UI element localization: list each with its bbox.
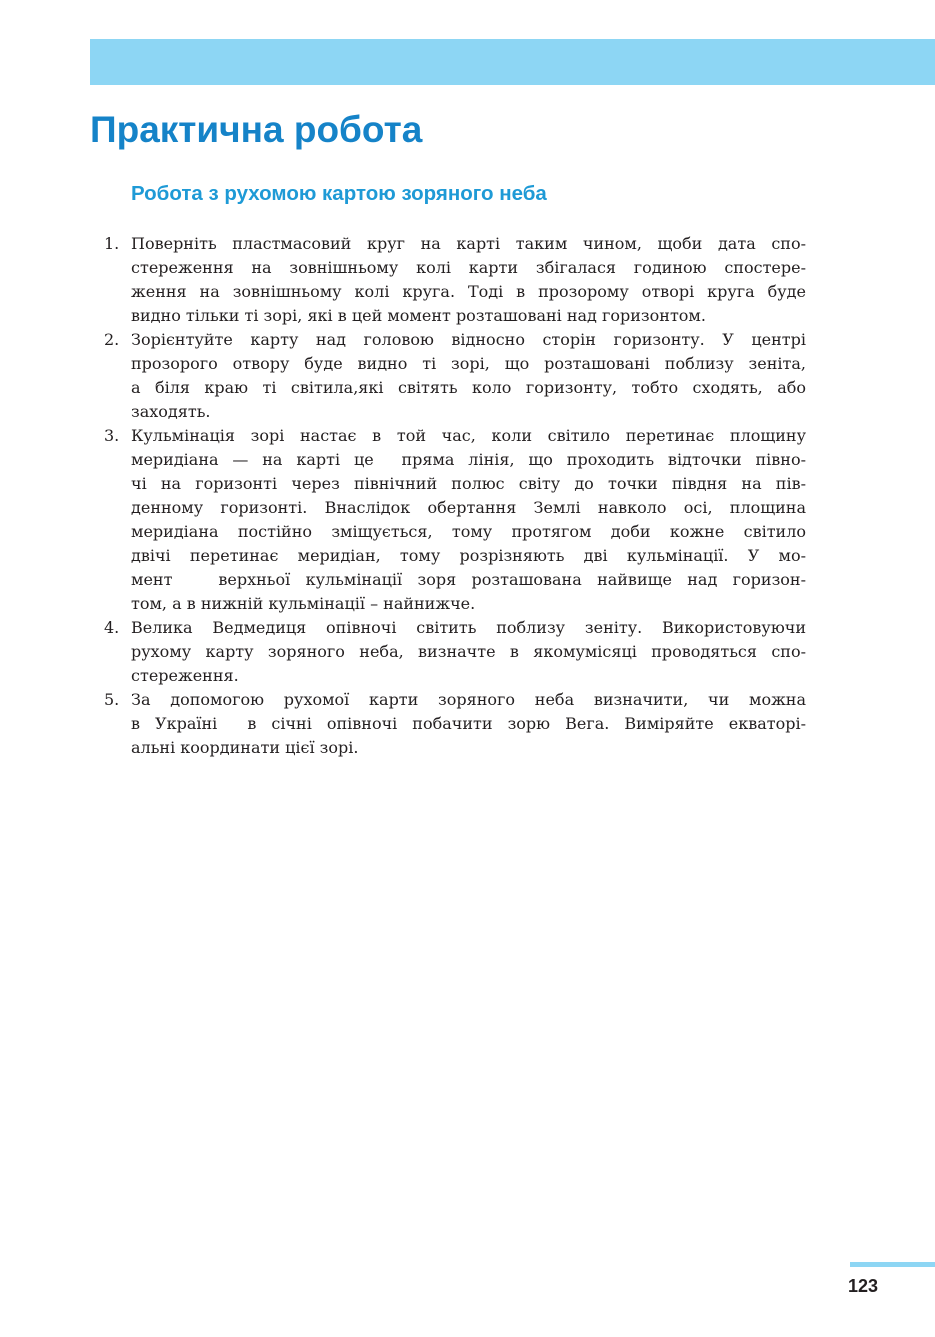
task-line: заходять. (131, 402, 211, 421)
task-item-2 (104, 328, 806, 424)
task-line: а біля краю ті світила,які світять коло горизонту, тобто сходять, або (131, 378, 806, 397)
section-subtitle: Робота з рухомою картою зоряного неба (131, 182, 547, 205)
task-line: в Україні в січні опівночі побачити зорю Вега. Виміряйте екваторі- (131, 714, 806, 733)
task-number: 4. (104, 618, 120, 637)
task-text (131, 232, 806, 328)
task-number: 3. (104, 426, 120, 445)
task-line: альні координати цієї зорі. (131, 738, 359, 757)
task-line: меридіана — на карті це пряма лінія, що проходить відточки півно- (131, 450, 806, 469)
task-line: мент верхньої кульмінації зоря розташована найвище над горизон- (131, 570, 806, 589)
task-line: том, а в нижній кульмінації – найнижче. (131, 594, 476, 613)
task-line: ження на зовнішньому колі круга. Тоді в прозорому отворі круга буде (131, 282, 806, 301)
task-line: Поверніть пластмасовий круг на карті таким чином, щоби дата спо- (131, 234, 806, 253)
task-item-3 (104, 424, 806, 616)
task-line: прозорого отвору буде видно ті зорі, що розташовані поблизу зеніта, (131, 354, 806, 373)
task-text (131, 616, 806, 688)
task-item-5 (104, 688, 806, 760)
footer-rule (850, 1262, 935, 1267)
task-line: меридіана постійно зміщується, тому протягом доби кожне світило (131, 522, 806, 541)
task-number: 5. (104, 690, 120, 709)
task-line: стереження. (131, 666, 239, 685)
task-line: За допомогою рухомої карти зоряного неба визначити, чи можна (131, 690, 806, 709)
task-line: рухому карту зоряного неба, визначте в якомумісяці проводяться спо- (131, 642, 806, 661)
task-line: Зорієнтуйте карту над головою відносно сторін горизонту. У центрі (131, 330, 806, 349)
task-item-1 (104, 232, 806, 328)
task-line: чі на горизонті через північний полюс світу до точки півдня на пів- (131, 474, 806, 493)
task-text (131, 424, 806, 616)
task-line: Велика Ведмедиця опівночі світить поблизу зеніту. Використовуючи (131, 618, 806, 637)
task-text (131, 328, 806, 424)
task-number: 1. (104, 234, 120, 253)
task-line: денному горизонті. Внаслідок обертання Землі навколо осі, площина (131, 498, 806, 517)
task-text (131, 688, 806, 760)
task-number: 2. (104, 330, 120, 349)
task-line: двічі перетинає меридіан, тому розрізняють дві кульмінації. У мо- (131, 546, 806, 565)
header-band (90, 39, 935, 85)
page-number: 123 (848, 1276, 879, 1296)
task-line: Кульмінація зорі настає в той час, коли світило перетинає площину (131, 426, 806, 445)
task-line: стереження на зовнішньому колі карти збігалася годиною спостере- (131, 258, 806, 277)
task-item-4 (104, 616, 806, 688)
task-list (104, 232, 806, 760)
task-line: видно тільки ті зорі, які в цей момент розташовані над горизонтом. (131, 306, 706, 325)
page-title: Практична робота (90, 109, 423, 150)
